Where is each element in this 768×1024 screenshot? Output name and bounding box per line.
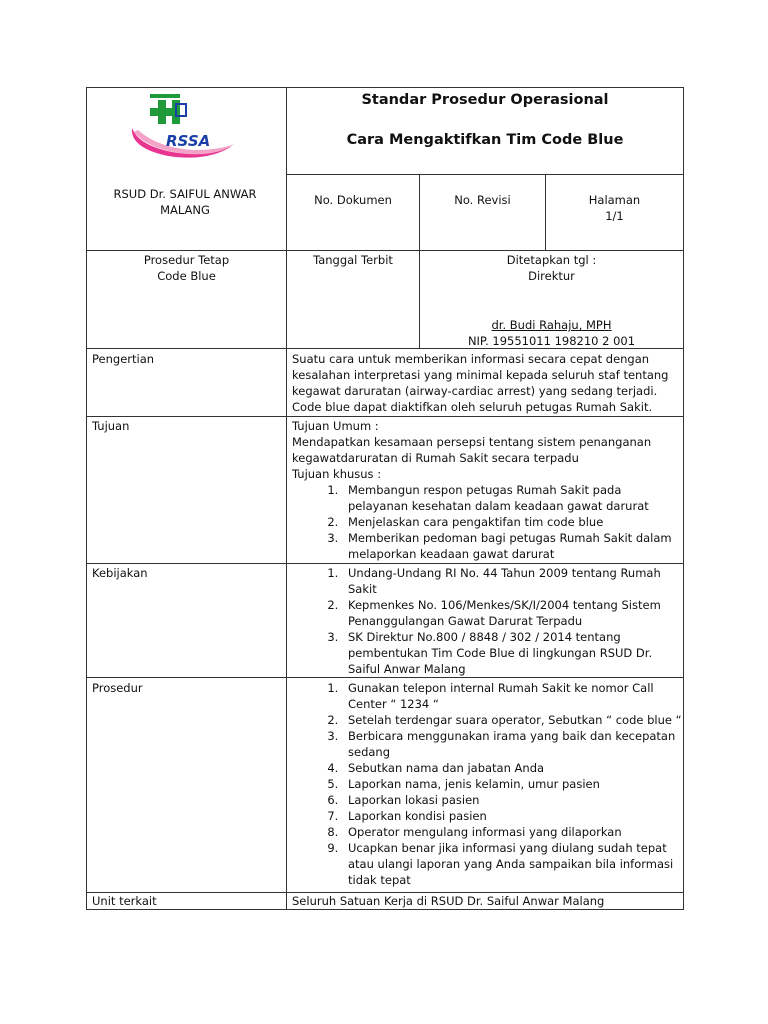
kebijakan-list: [292, 565, 682, 677]
table-border: [86, 909, 684, 910]
list-item: 6. Laporkan lokasi pasien: [342, 792, 682, 808]
halaman-label: Halaman: [588, 193, 641, 207]
table-border: [683, 87, 684, 910]
table-border: [286, 87, 287, 910]
kebijakan-label: Kebijakan: [92, 566, 148, 580]
tujuan-content: [292, 418, 682, 562]
tujuan-umum-heading: Tujuan Umum :: [292, 419, 379, 433]
tujuan-label: Tujuan: [92, 419, 130, 433]
list-item: 5. Laporkan nama, jenis kelamin, umur pasien: [342, 776, 682, 792]
pengertian-text: Suatu cara untuk memberikan informasi secara cepat dengan kesalahan interpretasi yang minimal kepada seluruh staf tentang kegawat daruratan (airway-cardiac arrest) yang sedang terjadi. Code blue dapat diaktifkan oleh seluruh petugas Rumah Sakit.: [292, 352, 669, 414]
table-border: [86, 87, 87, 910]
document-title: Standar Prosedur Operasional: [361, 92, 609, 108]
list-item: 3. Memberikan pedoman bagi petugas Rumah Sakit dalam melaporkan keadaan gawat darurat: [342, 530, 682, 562]
pengertian-label: Pengertian: [92, 352, 155, 366]
tujuan-khusus-heading: Tujuan khusus :: [292, 467, 382, 481]
document-subtitle: Cara Mengaktifkan Tim Code Blue: [346, 132, 624, 148]
tujuan-khusus-list: [292, 482, 682, 562]
code-blue-text: Code Blue: [157, 269, 216, 283]
list-item: 9. Ucapkan benar jika informasi yang diulang sudah tepat atau ulangi laporan yang Anda sampaikan bila informasi tidak tepat: [342, 840, 682, 888]
list-item: 3. Berbicara menggunakan irama yang baik dan kecepatan sedang: [342, 728, 682, 760]
no-dokumen-label: No. Dokumen: [314, 193, 392, 207]
tanggal-terbit-label: Tanggal Terbit: [313, 253, 393, 267]
list-item: 1. Gunakan telepon internal Rumah Sakit ke nomor Call Center “ 1234 “: [342, 680, 682, 712]
ditetapkan-label: Ditetapkan tgl :: [506, 253, 597, 267]
list-item: 3. SK Direktur No.800 / 8848 / 302 / 2014 tentang pembentukan Tim Code Blue di lingkungan RSUD Dr. Saiful Anwar Malang: [342, 629, 682, 677]
list-item: 1. Undang-Undang RI No. 44 Tahun 2009 tentang Rumah Sakit: [342, 565, 682, 597]
halaman-value: 1/1: [605, 209, 624, 223]
hospital-name: RSUD Dr. SAIFUL ANWAR MALANG: [113, 187, 257, 217]
prosedur-list: [292, 680, 682, 888]
table-border: [86, 250, 684, 251]
signatory-nip: NIP. 19551011 198210 2 001: [467, 334, 636, 348]
prosedur-label: Prosedur: [92, 681, 143, 695]
direktur-label: Direktur: [528, 269, 575, 283]
table-border: [286, 174, 684, 175]
unit-terkait-label: Unit terkait: [92, 894, 157, 908]
kebijakan-content: [292, 565, 682, 677]
list-item: 2. Setelah terdengar suara operator, Sebutkan “ code blue “: [342, 712, 682, 728]
list-item: 8. Operator mengulang informasi yang dilaporkan: [342, 824, 682, 840]
list-item: 7. Laporkan kondisi pasien: [342, 808, 682, 824]
tujuan-umum-text: Mendapatkan kesamaan persepsi tentang sistem penanganan kegawatdaruratan di Rumah Sakit secara terpadu: [292, 435, 652, 465]
list-item: 2. Menjelaskan cara pengaktifan tim code blue: [342, 514, 682, 530]
signatory-name: dr. Budi Rahaju, MPH: [491, 318, 612, 332]
no-revisi-label: No. Revisi: [454, 193, 511, 207]
table-border: [86, 563, 684, 564]
table-border: [86, 677, 684, 678]
prosedur-tetap-text: Prosedur Tetap: [143, 253, 230, 267]
list-item: 1. Membangun respon petugas Rumah Sakit pada pelayanan kesehatan dalam keadaan gawat darurat: [342, 482, 682, 514]
hospital-logo: [128, 88, 240, 178]
prosedur-tetap-label: [87, 252, 286, 284]
prosedur-content: [292, 680, 682, 888]
unit-terkait-text: Seluruh Satuan Kerja di RSUD Dr. Saiful Anwar Malang: [292, 894, 605, 908]
list-item: 2. Kepmenkes No. 106/Menkes/SK/I/2004 tentang Sistem Penanggulangan Gawat Darurat Terpadu: [342, 597, 682, 629]
logo-text: RSSA: [166, 132, 211, 150]
table-border: [86, 416, 684, 417]
list-item: 4. Sebutkan nama dan jabatan Anda: [342, 760, 682, 776]
